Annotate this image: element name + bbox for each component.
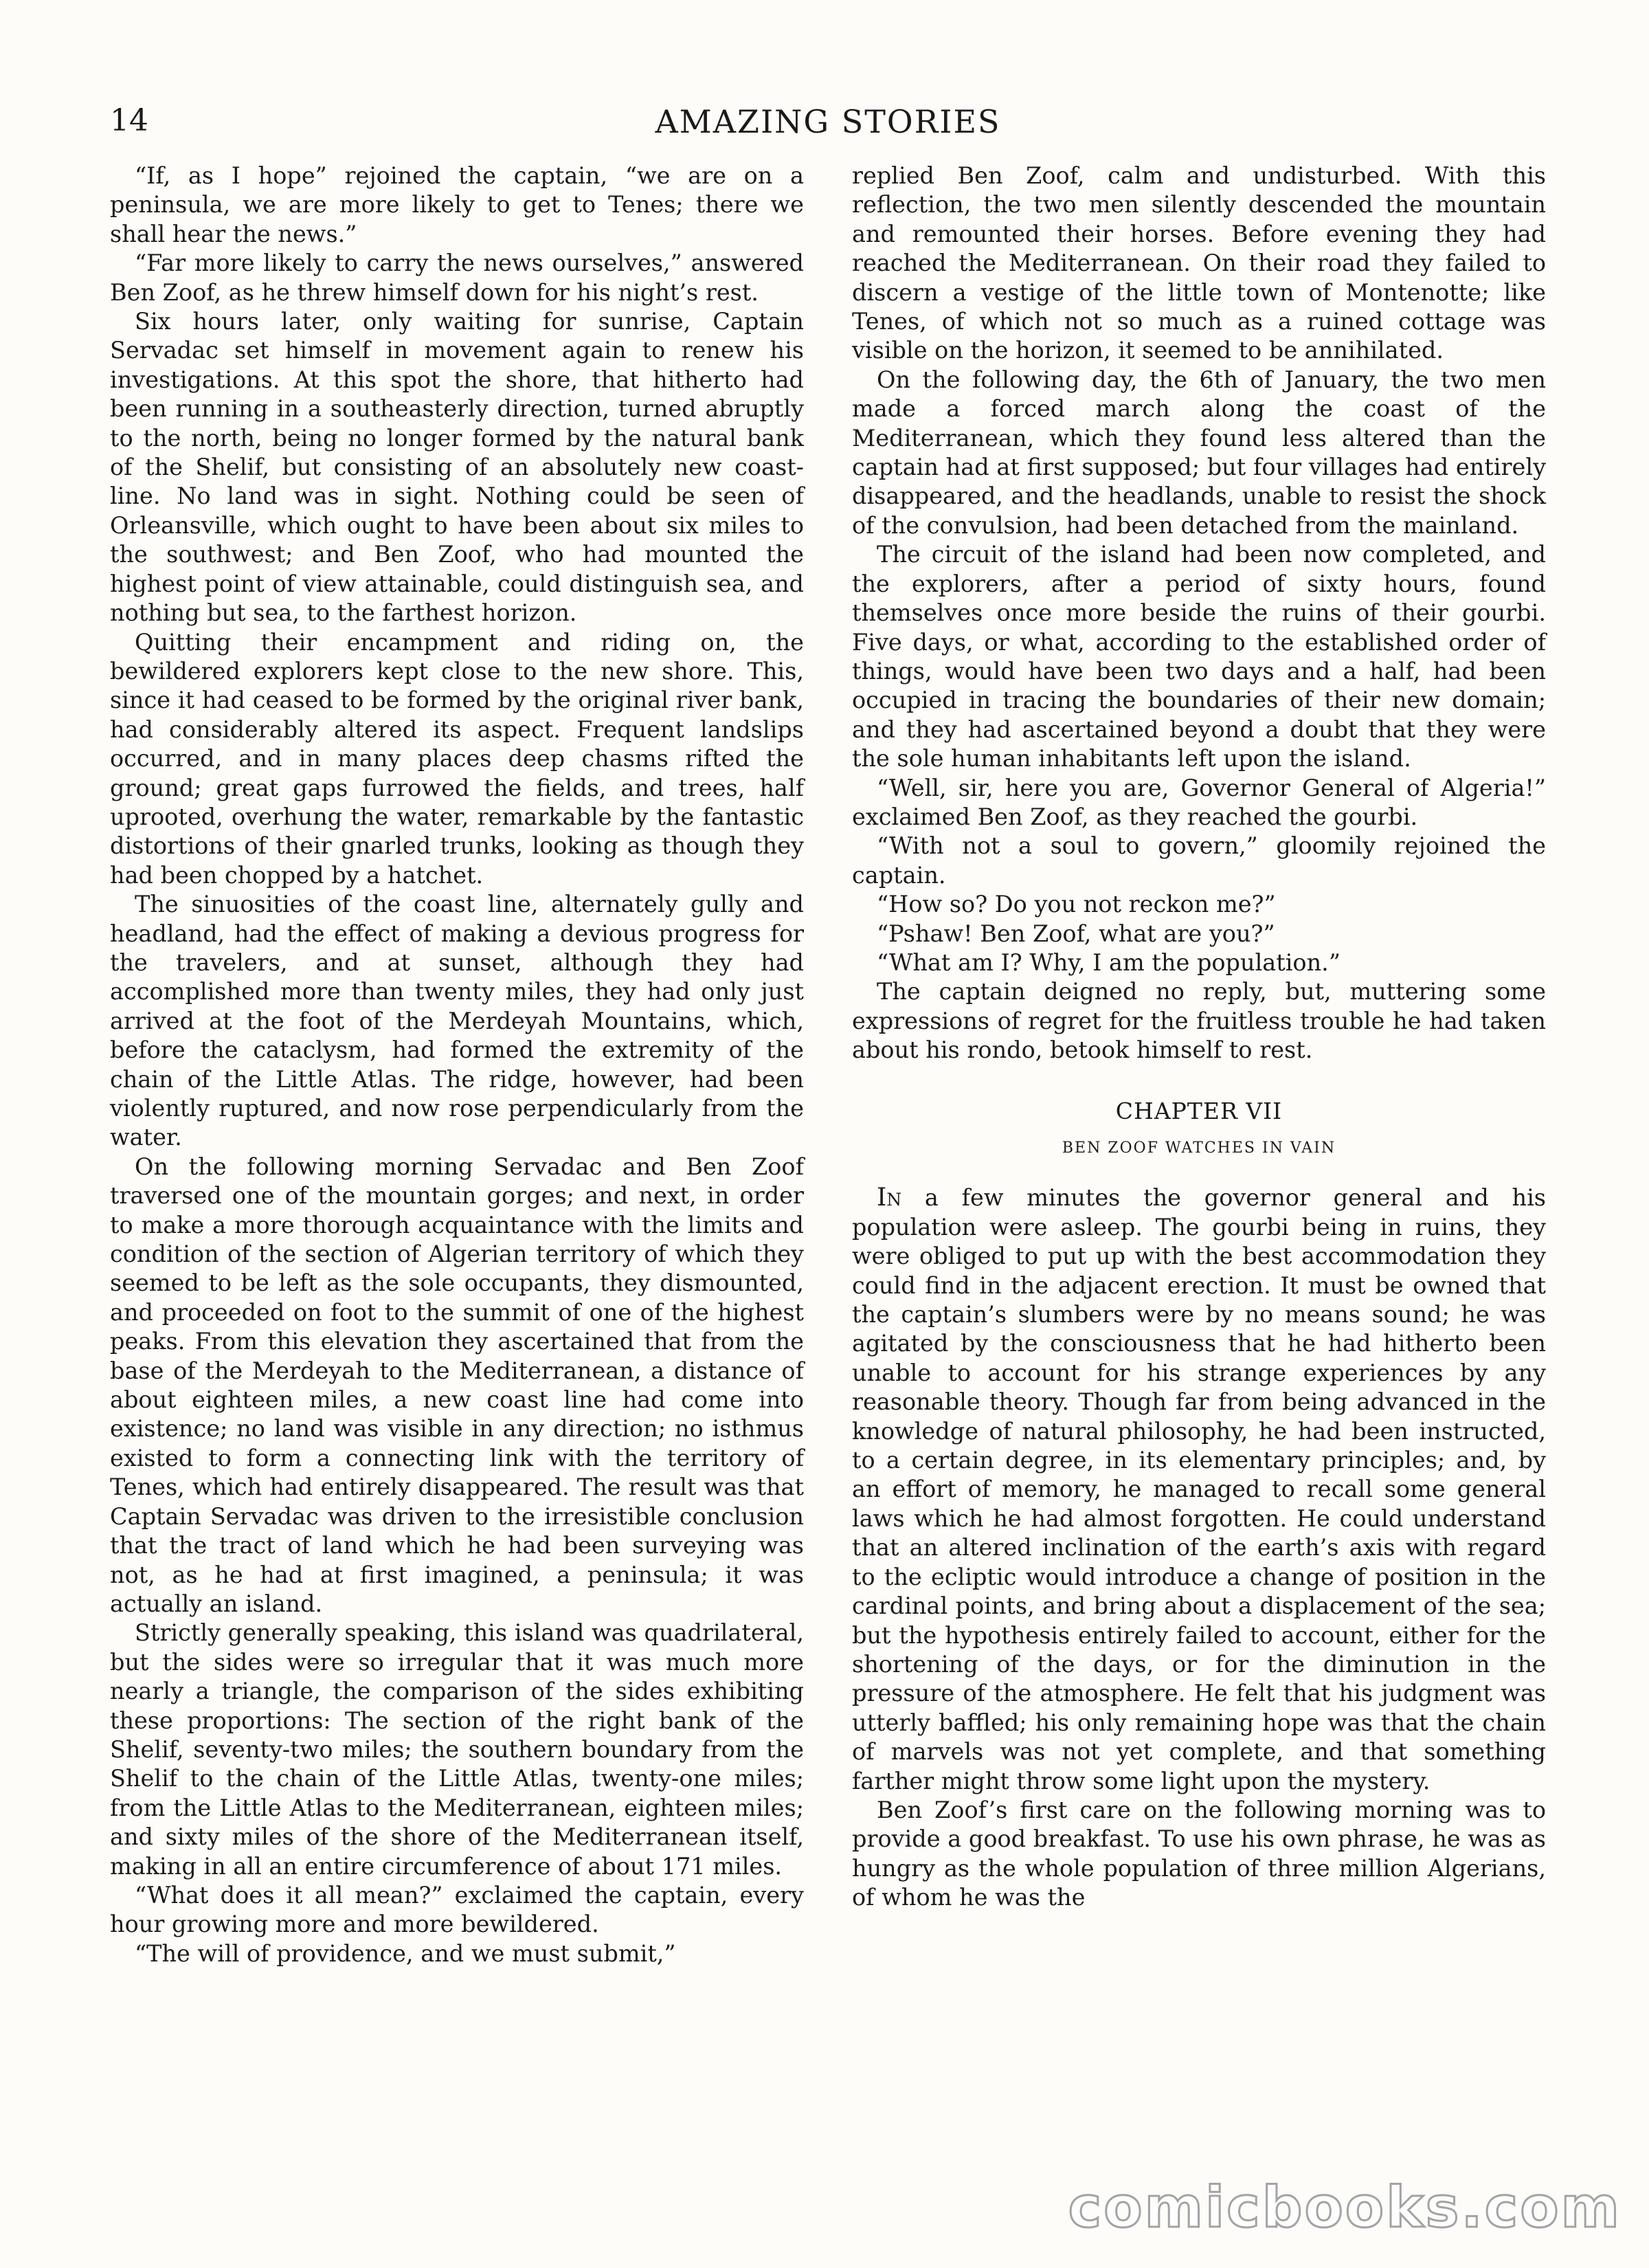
chapter-lead-word: In: [877, 1183, 902, 1212]
chapter-lead-paragraph: [852, 1183, 1546, 1796]
running-title: AMAZING STORIES: [655, 103, 1001, 140]
right-column: [852, 162, 1546, 1913]
chapter-heading: CHAPTER VII: [1115, 1097, 1283, 1124]
left-column: [110, 162, 804, 1968]
chapter-lead-text: a few minutes the governor general and his population were asleep. The gourbi being in ruins, they were obliged to put up with the best accommodation they could find in the adjacent erection. It must be owned that the captain’s slumbers were by no means sound; he was agitated by the consciousness that he had hitherto been unable to account for his strange experiences by any reasonable theory. Though far from being advanced in the knowledge of natural philosophy, he had been instructed, to a certain degree, in its elementary principles; and, by an effort of memory, he managed to recall some general laws which he had almost forgotten. He could understand that an altered inclination of the earth’s axis with regard to the ecliptic would introduce a change of position in the cardinal points, and bring about a displacement of the sea; but the hypothesis entirely failed to account, either for the shortening of the days, or for the diminution in the pressure of the atmosphere. He felt that his judgment was utterly baffled; his only remaining hope was that the chain of marvels was not yet complete, and that something farther might throw some light upon the mystery.: [852, 1184, 1546, 1794]
paragraph: “Pshaw! Ben Zoof, what are you?”: [877, 920, 1275, 947]
paragraph: “With not a soul to govern,” gloomily rejoined the captain.: [852, 832, 1546, 889]
paragraph: “If, as I hope” rejoined the captain, “we are on a peninsula, we are more likely to get to Tenes; there we shall hear the news.”: [110, 162, 804, 247]
watermark-logo: comicbooks.com: [1068, 2175, 1622, 2241]
paragraph: “What am I? Why, I am the population.”: [877, 948, 1340, 976]
paragraph: “What does it all mean?” exclaimed the captain, every hour growing more and more bewildered.: [110, 1881, 804, 1938]
paragraph: On the following day, the 6th of January, the two men made a forced march along the coast of the Mediterranean, which they found less altered than the captain had at first supposed; but four villages had entirely disappeared, and the headlands, unable to resist the shock of the convulsion, had been detached from the mainland.: [852, 366, 1546, 539]
paragraph: “Far more likely to carry the news ourselves,” answered Ben Zoof, as he threw himself down for his night’s rest.: [110, 249, 804, 306]
page-number: 14: [110, 103, 148, 138]
paragraph: The captain deigned no reply, but, muttering some expressions of regret for the fruitless trouble he had taken about his rondo, betook himself to rest.: [852, 978, 1546, 1064]
chapter-subtitle: BEN ZOOF WATCHES IN VAIN: [1062, 1139, 1336, 1157]
paragraph: The sinuosities of the coast line, alternately gully and headland, had the effect of making a devious progress for the travelers, and at sunset, although they had accomplished more than twenty miles, they had only just arrived at the foot of the Merdeyah Mountains, which, before the cataclysm, had formed the extremity of the chain of the Little Atlas. The ridge, however, had been violently ruptured, and now rose perpendicularly from the water.: [110, 891, 804, 1151]
paragraph: Six hours later, only waiting for sunrise, Captain Servadac set himself in movement again to renew his investigations. At this spot the shore, that hitherto had been running in a southeasterly direction, turned abruptly to the north, being no longer formed by the natural bank of the Shelif, but consisting of an absolutely new coast-line. No land was in sight. Nothing could be seen of Orleansville, which ought to have been about six miles to the southwest; and Ben Zoof, who had mounted the highest point of view attainable, could distinguish sea, and nothing but sea, to the farthest horizon.: [110, 308, 804, 627]
paragraph: “Well, sir, here you are, Governor General of Algeria!” exclaimed Ben Zoof, as they reached the gourbi.: [852, 774, 1546, 830]
paragraph: replied Ben Zoof, calm and undisturbed. With this reflection, the two men silently descended the mountain and remounted their horses. Before evening they had reached the Mediterranean. On their road they failed to discern a vestige of the little town of Montenotte; like Tenes, of which not so much as a ruined cottage was visible on the horizon, it seemed to be annihilated.: [852, 162, 1546, 364]
page-header: [110, 103, 1546, 158]
paragraph: “How so? Do you not reckon me?”: [877, 891, 1276, 918]
paragraph: Ben Zoof’s first care on the following morning was to provide a good breakfast. To use his own phrase, he was as hungry as the whole population of three million Algerians, of whom he was the: [852, 1796, 1546, 1911]
paragraph: The circuit of the island had been now completed, and the explorers, after a period of sixty hours, found themselves once more beside the ruins of their gourbi. Five days, or what, according to the established order of things, would have been two days and a half, had been occupied in tracing the boundaries of their new domain; and they had ascertained beyond a doubt that they were the sole human inhabitants left upon the island.: [852, 541, 1546, 772]
paragraph: On the following morning Servadac and Ben Zoof traversed one of the mountain gorges; and next, in order to make a more thorough acquaintance with the limits and condition of the section of Algerian territory of which they seemed to be left as the sole occupants, they dismounted, and proceeded on foot to the summit of one of the highest peaks. From this elevation they ascertained that from the base of the Merdeyah to the Mediterranean, a distance of about eighteen miles, a new coast line had come into existence; no land was visible in any direction; no isthmus existed to form a connecting link with the territory of Tenes, which had entirely disappeared. The result was that Captain Servadac was driven to the irresistible conclusion that the tract of land which he had been surveying was not, as he had at first imagined, a peninsula; it was actually an island.: [110, 1153, 804, 1617]
paragraph: Strictly generally speaking, this island was quadrilateral, but the sides were so irregular that it was much more nearly a triangle, the comparison of the sides exhibiting these proportions: The section of the right bank of the Shelif, seventy-two miles; the southern boundary from the Shelif to the chain of the Little Atlas, twenty-one miles; from the Little Atlas to the Mediterranean, eighteen miles; and sixty miles of the shore of the Mediterranean itself, making in all an entire circumference of about 171 miles.: [110, 1619, 804, 1880]
paragraph: Quitting their encampment and riding on, the bewildered explorers kept close to the new shore. This, since it had ceased to be formed by the original river bank, had considerably altered its aspect. Frequent landslips occurred, and in many places deep chasms rifted the ground; great gaps furrowed the fields, and trees, half uprooted, overhung the water, remarkable by the fantastic distortions of their gnarled trunks, looking as though they had been chopped by a hatchet.: [110, 628, 804, 889]
paragraph: “The will of providence, and we must submit,”: [135, 1939, 676, 1967]
